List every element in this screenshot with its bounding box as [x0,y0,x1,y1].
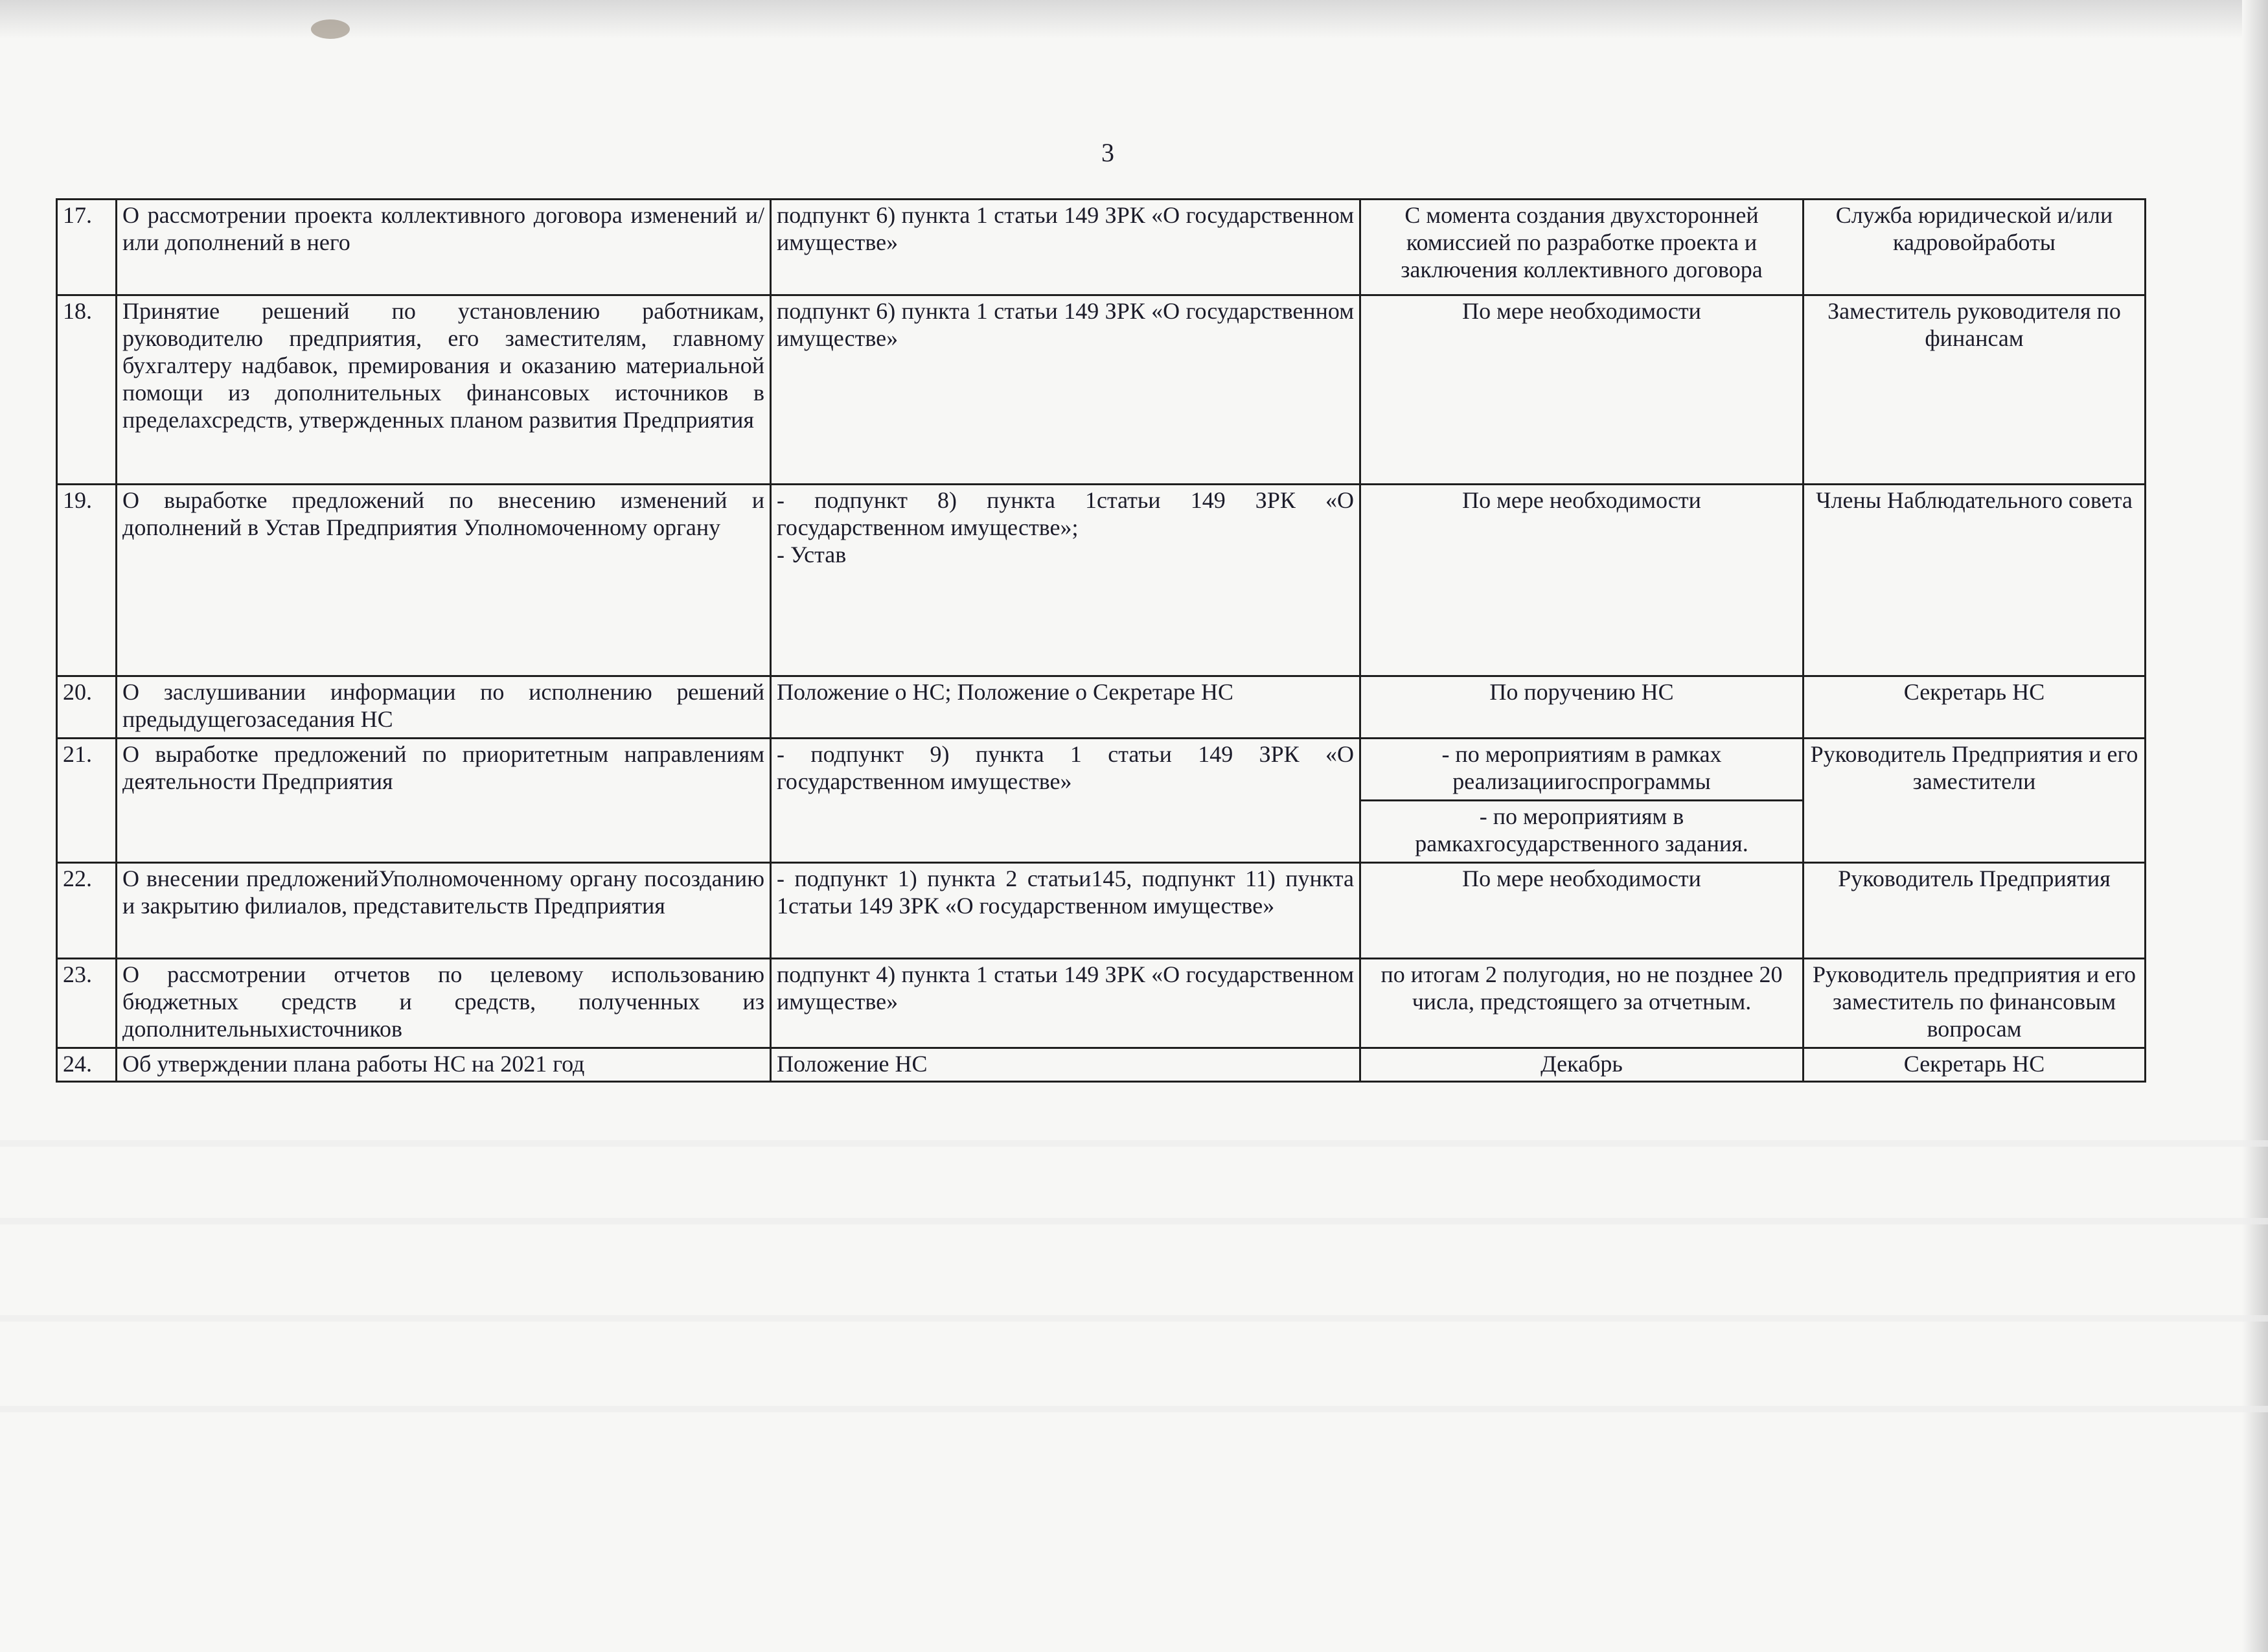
table-row [57,200,2146,295]
row-number: 19. [57,485,117,676]
table-row [57,959,2146,1048]
row-topic: О заслушивании информации по исполнению решений предыдущегозаседания НС [117,676,771,739]
table-row [57,485,2146,676]
row-topic: О рассмотрении отчетов по целевому использованию бюджетных средств и средств, полученных из дополнительныхисточников [117,959,771,1048]
row-term: - по мероприятиям в рамках реализациигоспрограммы [1360,739,1804,801]
row-term: по итогам 2 полугодия, но не позднее 20 числа, предстоящего за отчетным. [1360,959,1804,1048]
row-term: - по мероприятиям в рамкахгосударственного задания. [1360,801,1804,863]
row-basis: подпункт 6) пункта 1 статьи 149 ЗРК «О государственном имуществе» [771,200,1360,295]
row-basis: Положение НС [771,1048,1360,1082]
row-topic: О рассмотрении проекта коллективного договора изменений и/или дополнений в него [117,200,771,295]
scan-noise-band [0,1315,2268,1322]
work-plan-table [56,198,2146,1083]
row-basis: подпункт 4) пункта 1 статьи 149 ЗРК «О государственном имуществе» [771,959,1360,1048]
row-term: По мере необходимости [1360,485,1804,676]
row-responsible: Руководитель Предприятия [1804,863,2146,959]
table-row [57,739,2146,801]
row-topic: О выработке предложений по внесению изменений и дополнений в Устав Предприятия Уполномоченному органу [117,485,771,676]
row-number: 20. [57,676,117,739]
row-term: Декабрь [1360,1048,1804,1082]
row-responsible: Секретарь НС [1804,676,2146,739]
row-term: По мере необходимости [1360,863,1804,959]
row-basis [771,485,1360,676]
basis-item: - Устав [777,542,847,568]
row-term: По поручению НС [1360,676,1804,739]
row-responsible: Руководитель Предприятия и его заместители [1804,739,2146,863]
table-row [57,676,2146,739]
row-number: 22. [57,863,117,959]
row-responsible: Заместитель руководителя по финансам [1804,295,2146,485]
row-topic: О внесении предложенийУполномоченному органу посозданию и закрытию филиалов, представительств Предприятия [117,863,771,959]
row-responsible: Секретарь НС [1804,1048,2146,1082]
row-term: По мере необходимости [1360,295,1804,485]
scan-right-edge [2242,0,2268,1652]
table-row [57,863,2146,959]
scan-noise-band [0,1140,2268,1147]
row-responsible: Руководитель предприятия и его заместитель по финансовым вопросам [1804,959,2146,1048]
row-term: С момента создания двухсторонней комиссией по разработке проекта и заключения коллективного договора [1360,200,1804,295]
row-topic: Принятие решений по установлению работникам, руководителю предприятия, его заместителям, главному бухгалтеру надбавок, премирования и оказанию материальной помощи из дополнительных финансовых источников в пределахсредств, утвержденных планом развития Предприятия [117,295,771,485]
scan-noise-band [0,1406,2268,1412]
row-number: 24. [57,1048,117,1082]
scan-noise-band [0,1218,2268,1224]
row-basis: подпункт 6) пункта 1 статьи 149 ЗРК «О государственном имуществе» [771,295,1360,485]
table-row [57,295,2146,485]
row-basis: Положение о НС; Положение о Секретаре НС [771,676,1360,739]
row-number: 18. [57,295,117,485]
row-responsible: Члены Наблюдательного совета [1804,485,2146,676]
row-number: 21. [57,739,117,863]
paper-smudge [311,19,350,39]
row-responsible: Служба юридической и/или кадровойработы [1804,200,2146,295]
row-topic: О выработке предложений по приоритетным направлениям деятельности Предприятия [117,739,771,863]
basis-item: - подпункт 8) пункта 1статьи 149 ЗРК «О государственном имуществе»; [777,487,1354,540]
row-number: 17. [57,200,117,295]
table-row [57,1048,2146,1082]
row-basis: - подпункт 9) пункта 1 статьи 149 ЗРК «О государственном имуществе» [771,739,1360,863]
page-number: 3 [1101,138,1114,167]
row-topic: Об утверждении плана работы НС на 2021 год [117,1048,771,1082]
row-basis: - подпункт 1) пункта 2 статьи145, подпункт 11) пункта 1статьи 149 ЗРК «О государственном имуществе» [771,863,1360,959]
row-number: 23. [57,959,117,1048]
